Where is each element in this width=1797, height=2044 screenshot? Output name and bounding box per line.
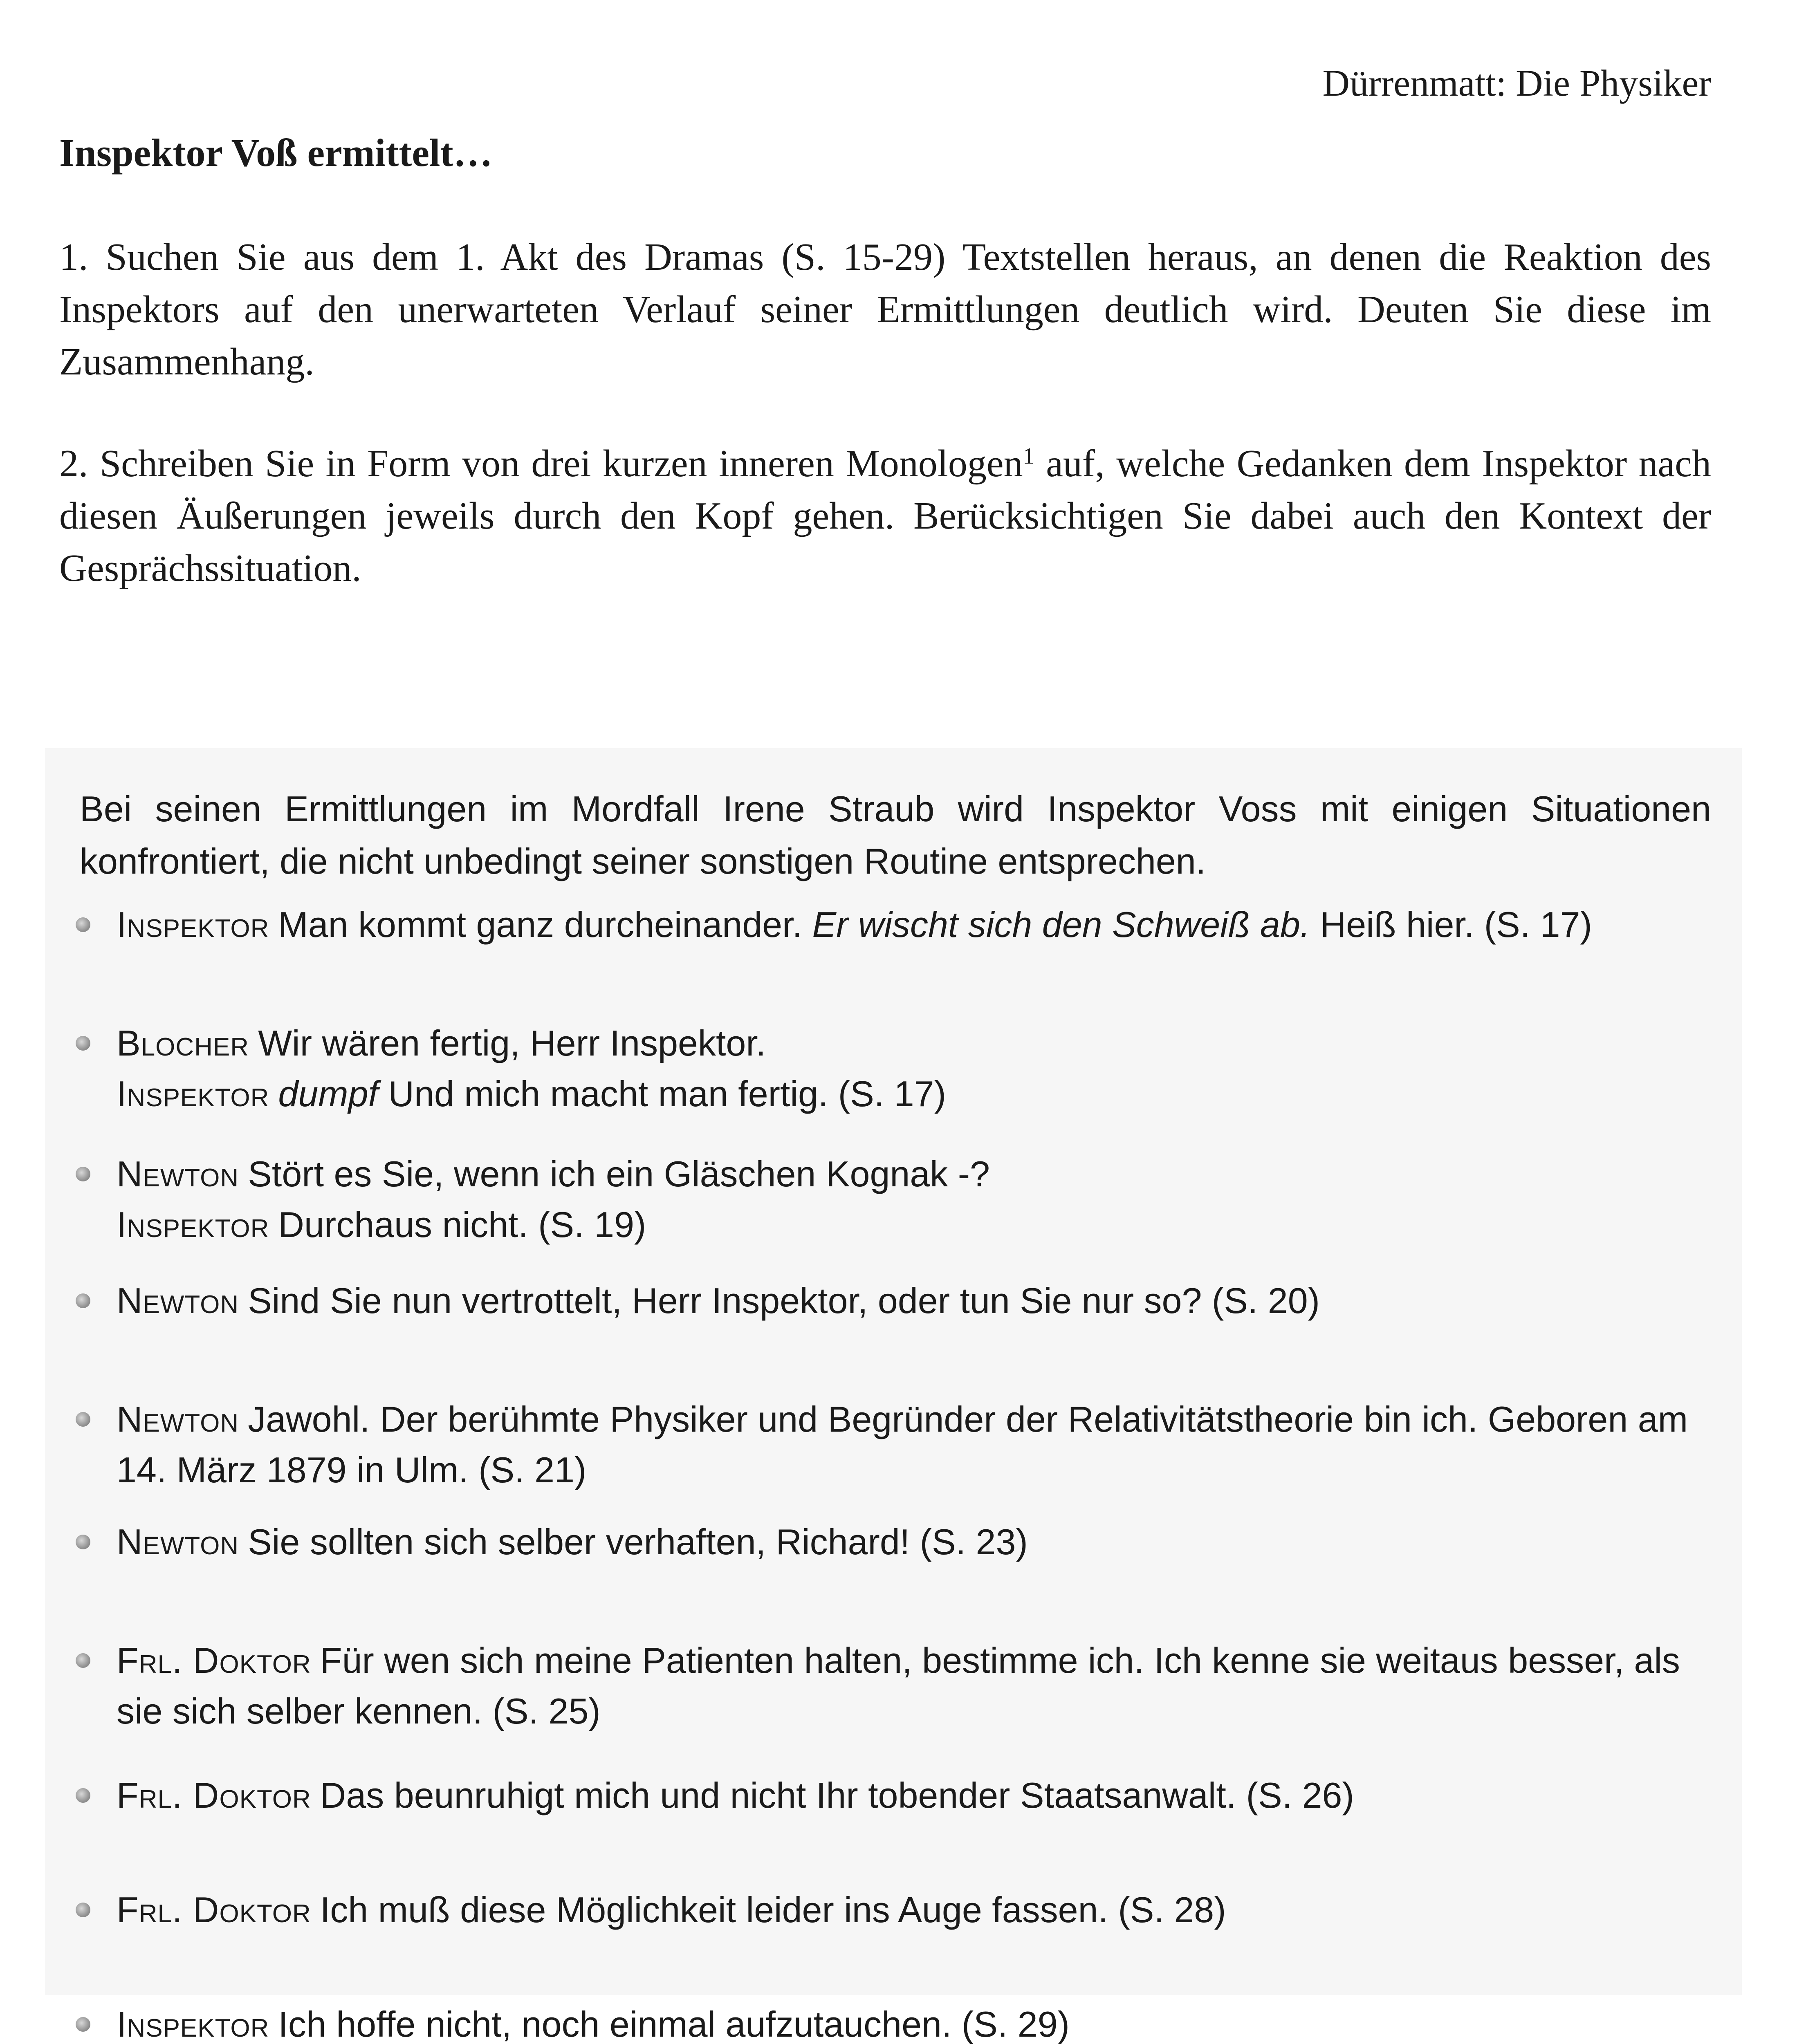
bullet-icon bbox=[76, 2017, 90, 2032]
quote-item bbox=[76, 1275, 1711, 1326]
speaker-name: Frl. Doktor bbox=[117, 1775, 311, 1815]
stage-direction: dumpf bbox=[278, 1074, 378, 1114]
bullet-icon bbox=[76, 917, 90, 932]
quote-line bbox=[76, 1517, 1711, 1567]
quote-item bbox=[76, 1635, 1711, 1737]
quote-line bbox=[76, 1199, 1711, 1250]
bullet-icon bbox=[76, 1293, 90, 1308]
quote-intro: Bei seinen Ermittlungen im Mordfall Irene Straub wird Inspektor Voss mit einigen Situationen konfrontiert, die nicht unbedingt seiner sonstigen Routine entsprechen. bbox=[80, 789, 1711, 881]
quote-text: Durchaus nicht. (S. 19) bbox=[278, 1204, 646, 1245]
bullet-icon bbox=[76, 1167, 90, 1181]
quote-line bbox=[76, 1770, 1711, 1821]
bullet-icon bbox=[76, 1535, 90, 1549]
quote-text: Das beunruhigt mich und nicht Ihr tobender Staatsanwalt. (S. 26) bbox=[320, 1775, 1354, 1815]
quote-text: Sie sollten sich selber verhaften, Richard! (S. 23) bbox=[248, 1522, 1028, 1562]
speaker-name: Inspektor bbox=[117, 1204, 269, 1245]
task-1: 1. Suchen Sie aus dem 1. Akt des Dramas (S. 15-29) Textstellen heraus, an denen die Reaktion des Inspektors auf den unerwarteten Verlauf seiner Ermittlungen deutlich wird. Deuten Sie diese im Zusammenhang. bbox=[59, 236, 1711, 383]
speaker-name: Inspektor bbox=[117, 1074, 269, 1114]
speaker-name: Inspektor bbox=[117, 904, 269, 945]
quote-text: Für wen sich meine Patienten halten, bestimme ich. Ich kenne sie weitaus besser, als sie sich selber kennen. (S. 25) bbox=[117, 1640, 1680, 1731]
quote-item bbox=[76, 1770, 1711, 1821]
speaker-name: Inspektor bbox=[117, 2004, 269, 2044]
quote-text: Wir wären fertig, Herr Inspektor. bbox=[258, 1023, 766, 1063]
bullet-icon bbox=[76, 1653, 90, 1668]
quote-box bbox=[45, 748, 1742, 2044]
speaker-name: Newton bbox=[117, 1154, 239, 1194]
quote-item bbox=[76, 1394, 1711, 1495]
speaker-name: Frl. Doktor bbox=[117, 1640, 311, 1681]
quote-text: Stört es Sie, wenn ich ein Gläschen Kognak -? bbox=[248, 1154, 990, 1194]
quote-line bbox=[76, 1635, 1711, 1737]
quote-line bbox=[76, 1999, 1711, 2044]
quote-item bbox=[76, 1885, 1711, 1935]
quote-line bbox=[76, 1275, 1711, 1326]
quote-item bbox=[76, 899, 1711, 950]
quote-line bbox=[76, 1069, 1711, 1119]
task-2-text-end: auf, welche Gedanken dem Inspektor nach diesen Äußerungen jeweils durch den Kopf gehen. Berücksichtigen Sie dabei auch den Kontext der Gesprächssituation. bbox=[59, 442, 1712, 589]
speaker-name: Newton bbox=[117, 1280, 239, 1321]
quote-item bbox=[76, 1149, 1711, 1250]
quote-text: Ich hoffe nicht, noch einmal aufzutauchen. (S. 29) bbox=[278, 2004, 1070, 2044]
quote-line bbox=[76, 1018, 1711, 1069]
bullet-icon bbox=[76, 1788, 90, 1803]
speaker-name: Newton bbox=[117, 1399, 239, 1439]
stage-direction: Er wischt sich den Schweiß ab. bbox=[812, 904, 1310, 945]
quote-item bbox=[76, 1018, 1711, 1119]
quote-item bbox=[76, 1517, 1711, 1567]
quote-text: Sind Sie nun vertrottelt, Herr Inspektor, oder tun Sie nur so? (S. 20) bbox=[248, 1280, 1320, 1321]
footnote-reference: 1 bbox=[1023, 443, 1034, 469]
quote-line bbox=[76, 1394, 1711, 1495]
quote-text: Man kommt ganz durcheinander. bbox=[278, 904, 812, 945]
quote-text: Und mich macht man fertig. (S. 17) bbox=[378, 1074, 946, 1114]
quote-line bbox=[76, 1885, 1711, 1935]
speaker-name: Frl. Doktor bbox=[117, 1889, 311, 1930]
quote-item bbox=[76, 1999, 1711, 2044]
quote-line bbox=[76, 899, 1711, 950]
quote-line bbox=[76, 1149, 1711, 1199]
bullet-icon bbox=[76, 1903, 90, 1917]
quote-text: Ich muß diese Möglichkeit leider ins Auge fassen. (S. 28) bbox=[320, 1889, 1226, 1930]
quote-text: Jawohl. Der berühmte Physiker und Begründer der Relativitätstheorie bin ich. Geboren am 14. März 1879 in Ulm. (S. 21) bbox=[117, 1399, 1688, 1490]
bullet-icon bbox=[76, 1412, 90, 1427]
quote-text: Heiß hier. (S. 17) bbox=[1310, 904, 1592, 945]
header-subject: Dürrenmatt: Die Physiker bbox=[1322, 62, 1711, 104]
worksheet-title: Inspektor Voß ermittelt… bbox=[59, 131, 493, 175]
speaker-name: Blocher bbox=[117, 1023, 249, 1063]
task-2 bbox=[59, 437, 1711, 594]
task-2-text-start: 2. Schreiben Sie in Form von drei kurzen inneren Monologen bbox=[59, 442, 1023, 485]
speaker-name: Newton bbox=[117, 1522, 239, 1562]
bullet-icon bbox=[76, 1036, 90, 1051]
